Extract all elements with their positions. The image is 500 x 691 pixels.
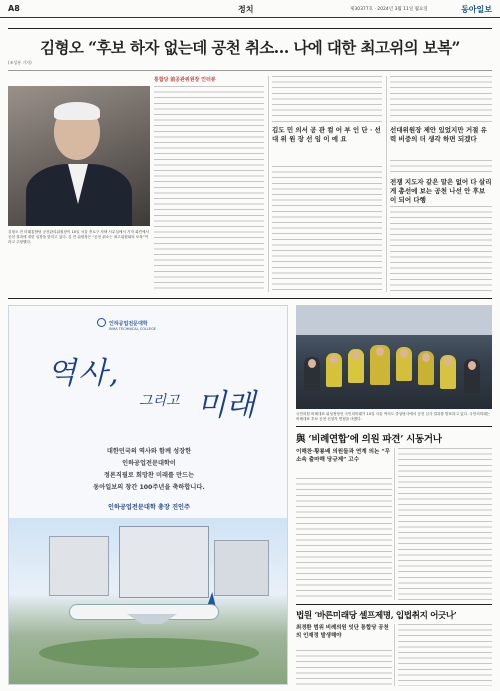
person-figure	[396, 347, 412, 381]
party-members-photo	[296, 305, 492, 409]
section-name: 정치	[238, 5, 254, 14]
person-figure	[326, 353, 342, 387]
person-figure	[348, 349, 364, 383]
story3-rule	[296, 604, 492, 605]
person-figure	[304, 357, 320, 391]
interviewee-portrait	[8, 86, 150, 226]
interview-question-2: 선대위원장 제안 있었지만 거절 유력 비중의 더 생각 하면 되겠다	[390, 126, 487, 143]
college-logo-subtext: INHA TECHNICAL COLLEGE	[109, 327, 156, 331]
interview-question-1: 김도 민 의서 공 관 컬 어 부 인 단 · 선 대 위 원 장 선 임 이 에 요	[272, 126, 381, 143]
person-face	[376, 347, 384, 356]
body-column-3c	[390, 206, 492, 292]
story3-subhead: 최경환 범위 비례의원 잇단 통합당 공천의 인재정 발생해야	[296, 625, 389, 639]
story3-column-2	[398, 624, 492, 686]
section-rule	[8, 298, 492, 299]
ad-message-line: 동아일보의 창간 100주년을 축하합니다.	[93, 484, 205, 491]
person-face	[400, 349, 408, 358]
ad-message-line: 정론직필로 희망찬 미래를 만드는	[103, 472, 195, 479]
body-column-2b	[272, 166, 382, 292]
college-logo-icon	[97, 318, 106, 327]
headline-top-rule	[8, 28, 492, 29]
body-column-1	[154, 86, 264, 292]
body-column-2	[272, 76, 382, 122]
person-figure	[440, 355, 456, 389]
ad-message	[19, 446, 279, 494]
byline: (조성룡 기자)	[8, 60, 32, 65]
story2-rule	[296, 426, 492, 427]
person-face	[444, 357, 452, 366]
person-face	[422, 353, 430, 362]
campus-building	[214, 540, 269, 596]
campus-lawn	[39, 638, 259, 668]
issue-date: 제30377호 · 2024년 3월 11일 월요일	[350, 7, 428, 12]
story2-subhead: 이해찬·황룡배 의원들과 연계 의논 “무소속 출마해 당규제” 고수	[296, 449, 391, 463]
interview-question-3: 전쟁 지도자 같은 말은 없어 다 살리게 총선에 보는 공천 나선 안 후보 이 되어 다행	[390, 178, 492, 204]
calligraphy-future: 미래	[197, 388, 255, 423]
portrait-hair	[54, 102, 100, 120]
story2-column-2	[398, 448, 492, 600]
college-logo-text: 인하공업전문대학	[109, 321, 148, 327]
person-face	[468, 361, 476, 370]
interview-kicker: 통합당 前공관위원장 인터뷰	[154, 77, 216, 83]
story2-divider	[394, 448, 395, 600]
newspaper-name: 동아일보	[461, 4, 492, 14]
person-face	[352, 351, 360, 360]
story3-divider	[394, 624, 395, 686]
calligraphy-and: 그리고	[139, 393, 180, 409]
story3-column-1	[296, 650, 392, 686]
person-face	[330, 355, 338, 364]
person-figure	[464, 359, 480, 393]
college-advertisement	[8, 305, 288, 685]
airplane-wing	[127, 614, 177, 624]
campus-photo	[9, 518, 288, 685]
main-headline: 김형오 “후보 하자 없는데 공천 취소… 나에 대한 최고위의 보복”	[40, 38, 460, 57]
photo-caption: 국민의힘 비례대표 위성정당인 국민의미래가 10일 서울 여의도 중앙당사에서 공천 심사 결과를 발표하고 있다. 국민의미래는 비례대표 후보 공천 신청자 면접을 마쳤다.	[296, 412, 491, 421]
story2-column-1	[296, 478, 392, 600]
campus-building	[119, 526, 209, 598]
body-column-3b	[390, 160, 492, 176]
page-number: A8	[8, 4, 20, 13]
person-figure	[370, 345, 390, 385]
masthead	[0, 0, 500, 18]
person-figure	[418, 351, 434, 385]
story3-headline: 법원 ‘바른미래당 셀프제명, 입법취지 어긋나’	[296, 611, 457, 621]
column-divider-1	[268, 76, 269, 292]
body-column-3	[390, 76, 492, 122]
backdrop-banner	[296, 305, 492, 335]
campus-building	[49, 536, 109, 596]
column-divider-2	[386, 76, 387, 292]
ad-message-line: 인하공업전문대학이	[122, 460, 176, 467]
ad-message-line: 대한민국의 역사와 함께 성장한	[106, 448, 192, 455]
portrait-caption: 김형오 전 미래통합당 공천관리위원장이 10일 서울 종로구 자택 사무실에서 기자 회견에서 공천 결과에 대한 입장을 밝히고 있다. 김 전 위원장은 “공천 취소는 최고위원회의 보복”이라고 주장했다.	[8, 230, 149, 244]
story2-headline: 與 ‘비례연합’에 의원 파견’ 시동거나	[296, 434, 442, 445]
person-face	[308, 359, 316, 368]
headline-bottom-rule	[8, 70, 492, 71]
ad-signature: 인하공업전문대학 총장 진인주	[107, 504, 190, 511]
calligraphy-history: 역사,	[47, 356, 121, 391]
